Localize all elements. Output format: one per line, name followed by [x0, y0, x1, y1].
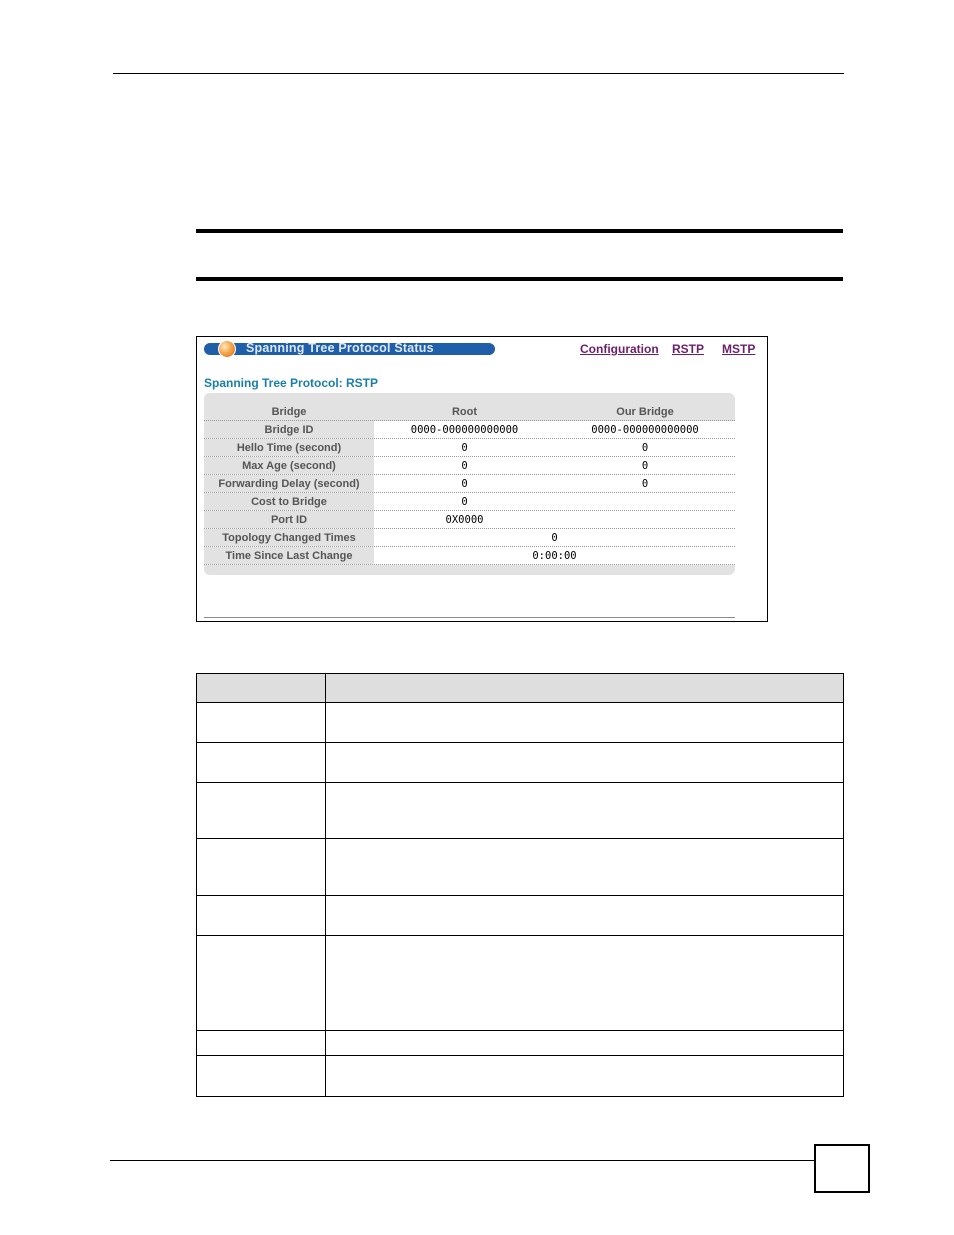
stp-status-table: [204, 393, 735, 575]
table-row-bridge-id: [204, 421, 735, 439]
footer-rule: [110, 1160, 814, 1161]
panel-bottom-rule: [204, 617, 735, 618]
row-label: Topology Changed Times: [204, 529, 374, 546]
description-row: [197, 703, 844, 743]
table-row-forwarding-delay: [204, 475, 735, 493]
row-label: Max Age (second): [204, 457, 374, 474]
our-bridge-value: 0: [641, 441, 649, 454]
description-row: [197, 839, 844, 896]
table-header-row: [204, 403, 735, 421]
root-value: 0X0000: [445, 513, 484, 526]
our-bridge-value: [555, 493, 735, 510]
description-column-header: [326, 674, 844, 703]
status-orb-icon: [218, 340, 236, 358]
our-bridge-value: 0: [641, 459, 649, 472]
protocol-heading: Spanning Tree Protocol: RSTP: [204, 376, 379, 390]
column-header-our-bridge: Our Bridge: [616, 405, 674, 418]
row-label: Time Since Last Change: [204, 547, 374, 564]
description-row: [197, 783, 844, 839]
description-row: [197, 743, 844, 783]
description-row: [197, 896, 844, 936]
page-number-box: [814, 1144, 870, 1193]
field-description-table: [196, 673, 844, 1097]
description-header-row: [197, 674, 844, 703]
root-value: 0: [461, 477, 468, 490]
row-label: Hello Time (second): [204, 439, 374, 456]
table-row-cost-to-bridge: [204, 493, 735, 511]
table-bottom-cap: [204, 565, 735, 575]
column-header-root: Root: [451, 405, 478, 418]
note-rule-top: [196, 229, 843, 233]
our-bridge-value: 0000-000000000000: [591, 423, 699, 436]
label-column-header: [197, 674, 326, 703]
root-value: 0: [461, 459, 468, 472]
panel-title: Spanning Tree Protocol Status: [246, 341, 434, 355]
row-label: Cost to Bridge: [204, 493, 374, 510]
row-label: Bridge ID: [204, 421, 374, 438]
table-top-cap: [204, 393, 735, 403]
table-row-time-since-last-change: [204, 547, 735, 565]
table-row-max-age: [204, 457, 735, 475]
root-value: 0000-000000000000: [410, 423, 519, 436]
stp-status-screenshot: [196, 336, 768, 622]
row-label: Forwarding Delay (second): [204, 475, 374, 492]
header-rule: [113, 73, 844, 74]
configuration-link[interactable]: Configuration: [580, 342, 659, 356]
root-value: 0: [461, 441, 468, 454]
rstp-link[interactable]: RSTP: [672, 342, 705, 356]
note-rule-bottom: [196, 277, 843, 281]
mstp-link[interactable]: MSTP: [722, 342, 756, 356]
column-header-bridge: Bridge: [204, 403, 374, 420]
description-row: [197, 1031, 844, 1056]
row-value: 0:00:00: [532, 549, 577, 562]
root-value: 0: [461, 495, 468, 508]
description-row: [197, 1056, 844, 1097]
table-row-hello-time: [204, 439, 735, 457]
row-label: Port ID: [204, 511, 374, 528]
row-value: 0: [551, 531, 558, 544]
table-row-topology-changed-times: [204, 529, 735, 547]
table-row-port-id: [204, 511, 735, 529]
description-row: [197, 936, 844, 1031]
our-bridge-value: 0: [641, 477, 649, 490]
panel-title-bar: [204, 343, 495, 355]
our-bridge-value: [555, 511, 735, 528]
